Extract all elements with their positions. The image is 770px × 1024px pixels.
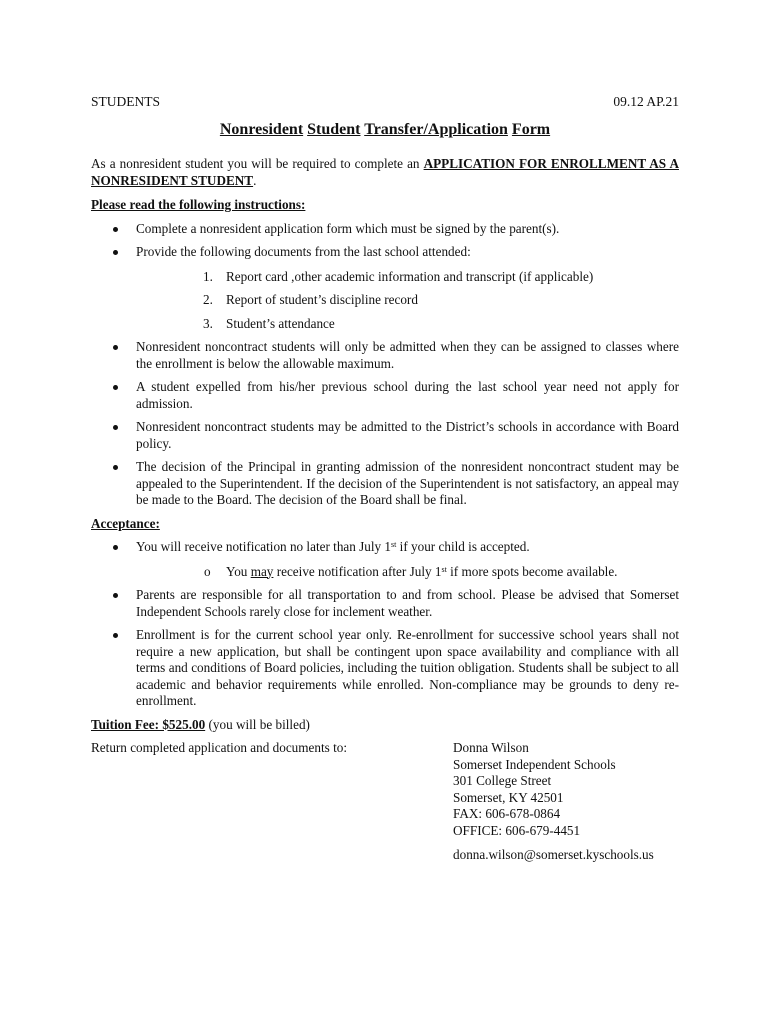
- document-item: [136, 316, 679, 333]
- document-number: 3.: [203, 315, 213, 331]
- document-text: Report of student’s discipline record: [226, 292, 418, 307]
- instruction-item: [91, 244, 679, 332]
- instruction-text: A student expelled from his/her previous school during the last school year need not apply for admission.: [136, 379, 679, 411]
- form-title: [0, 120, 770, 140]
- intro-text: As a nonresident student you will be required to complete an: [91, 156, 424, 171]
- acceptance-item: [91, 587, 679, 620]
- sub-text-start: You: [226, 563, 251, 579]
- contact-office-phone: OFFICE: 606-679-4451: [453, 822, 581, 838]
- instruction-text: Nonresident noncontract students will only be admitted when they can be assigned to classes where the enrollment is below the allowable maximum.: [136, 339, 679, 371]
- ordinal-suffix: st: [391, 540, 397, 549]
- sub-text-mid: receive notification after July 1: [273, 563, 442, 579]
- acceptance-text-end: if your child is accepted.: [396, 539, 530, 554]
- instruction-item: [91, 419, 679, 452]
- instructions-list: [91, 221, 679, 509]
- header-section: STUDENTS: [91, 94, 161, 109]
- intro-paragraph: [91, 156, 679, 189]
- document-text: Report card ,other academic information and transcript (if applicable): [226, 268, 594, 284]
- instruction-item: [91, 379, 679, 412]
- title-word-4: Form: [511, 121, 551, 138]
- contact-name: Donna Wilson: [453, 740, 529, 755]
- title-word-1: Nonresident: [219, 121, 304, 138]
- acceptance-text: Enrollment is for the current school year only. Re-enrollment for successive school years shall not require a new application, but shall be contingent upon space availability and compliance with all terms and conditions of Board policies, including the tuition obligation. Students shall be subject to all academic and behavior requirements while enrolled. Non-compliance may be grounds to deny re-enrollment.: [136, 627, 679, 708]
- return-label: Return completed application and documents to:: [91, 740, 347, 755]
- page-header: [91, 94, 679, 112]
- header-policy-code: 09.12 AP.21: [613, 94, 679, 109]
- instructions-heading: Please read the following instructions:: [91, 197, 306, 212]
- title-word-2: Student: [307, 121, 361, 138]
- document-item: [136, 292, 679, 309]
- instruction-item: [91, 339, 679, 372]
- contact-city: Somerset, KY 42501: [453, 789, 564, 805]
- acceptance-list: [91, 539, 679, 710]
- instruction-text: Nonresident noncontract students may be admitted to the District’s schools in accordance with Board policy.: [136, 419, 679, 451]
- contact-fax: FAX: 606-678-0864: [453, 806, 561, 821]
- document-number: 2.: [203, 292, 213, 307]
- instruction-text: Provide the following documents from the last school attended:: [136, 244, 471, 259]
- document-item: [136, 269, 679, 286]
- sub-bullet-marker: o: [204, 563, 211, 579]
- document-number: 1.: [203, 268, 213, 284]
- acceptance-heading: Acceptance:: [91, 515, 160, 531]
- acceptance-item: [91, 627, 679, 710]
- instruction-item: [91, 221, 679, 238]
- acceptance-subitem: [136, 564, 679, 581]
- sub-text-end: if more spots become available.: [446, 563, 618, 579]
- instruction-item: [91, 459, 679, 509]
- form-body: [91, 156, 679, 860]
- return-section: [91, 740, 679, 860]
- tuition-line: [91, 717, 679, 734]
- instruction-text: The decision of the Principal in granting admission of the nonresident noncontract student may be appealed to the Superintendent. If the decision of the Superintendent is not satisfactory, an appeal may be made to the Board. The decision of the Board shall be final.: [136, 459, 679, 507]
- intro-bold: APPLICATION FOR ENROLLMENT AS A NONRESIDENT STUDENT: [91, 156, 679, 188]
- document-text: Student’s attendance: [226, 315, 335, 331]
- instruction-text: Complete a nonresident application form which must be signed by the parent(s).: [136, 220, 560, 236]
- tuition-note: (you will be billed): [205, 716, 310, 732]
- acceptance-item: [91, 539, 679, 580]
- intro-end: .: [253, 172, 257, 188]
- contact-organization: Somerset Independent Schools: [453, 756, 616, 772]
- documents-list: [136, 269, 679, 333]
- contact-street: 301 College Street: [453, 773, 552, 788]
- title-word-3: Transfer/Application: [364, 121, 508, 138]
- contact-block: [453, 740, 654, 864]
- ordinal-suffix: st: [441, 564, 447, 574]
- acceptance-text: Parents are responsible for all transportation to and from school. Please be advised that Somerset Independent Schools rarely close for inclement weather.: [136, 587, 679, 619]
- sub-text-emphasis: may: [250, 563, 274, 579]
- tuition-fee: Tuition Fee: $525.00: [91, 716, 206, 732]
- contact-email[interactable]: donna.wilson@somerset.kyschools.us: [453, 847, 654, 862]
- acceptance-text: You will receive notification no later than July 1: [136, 539, 392, 554]
